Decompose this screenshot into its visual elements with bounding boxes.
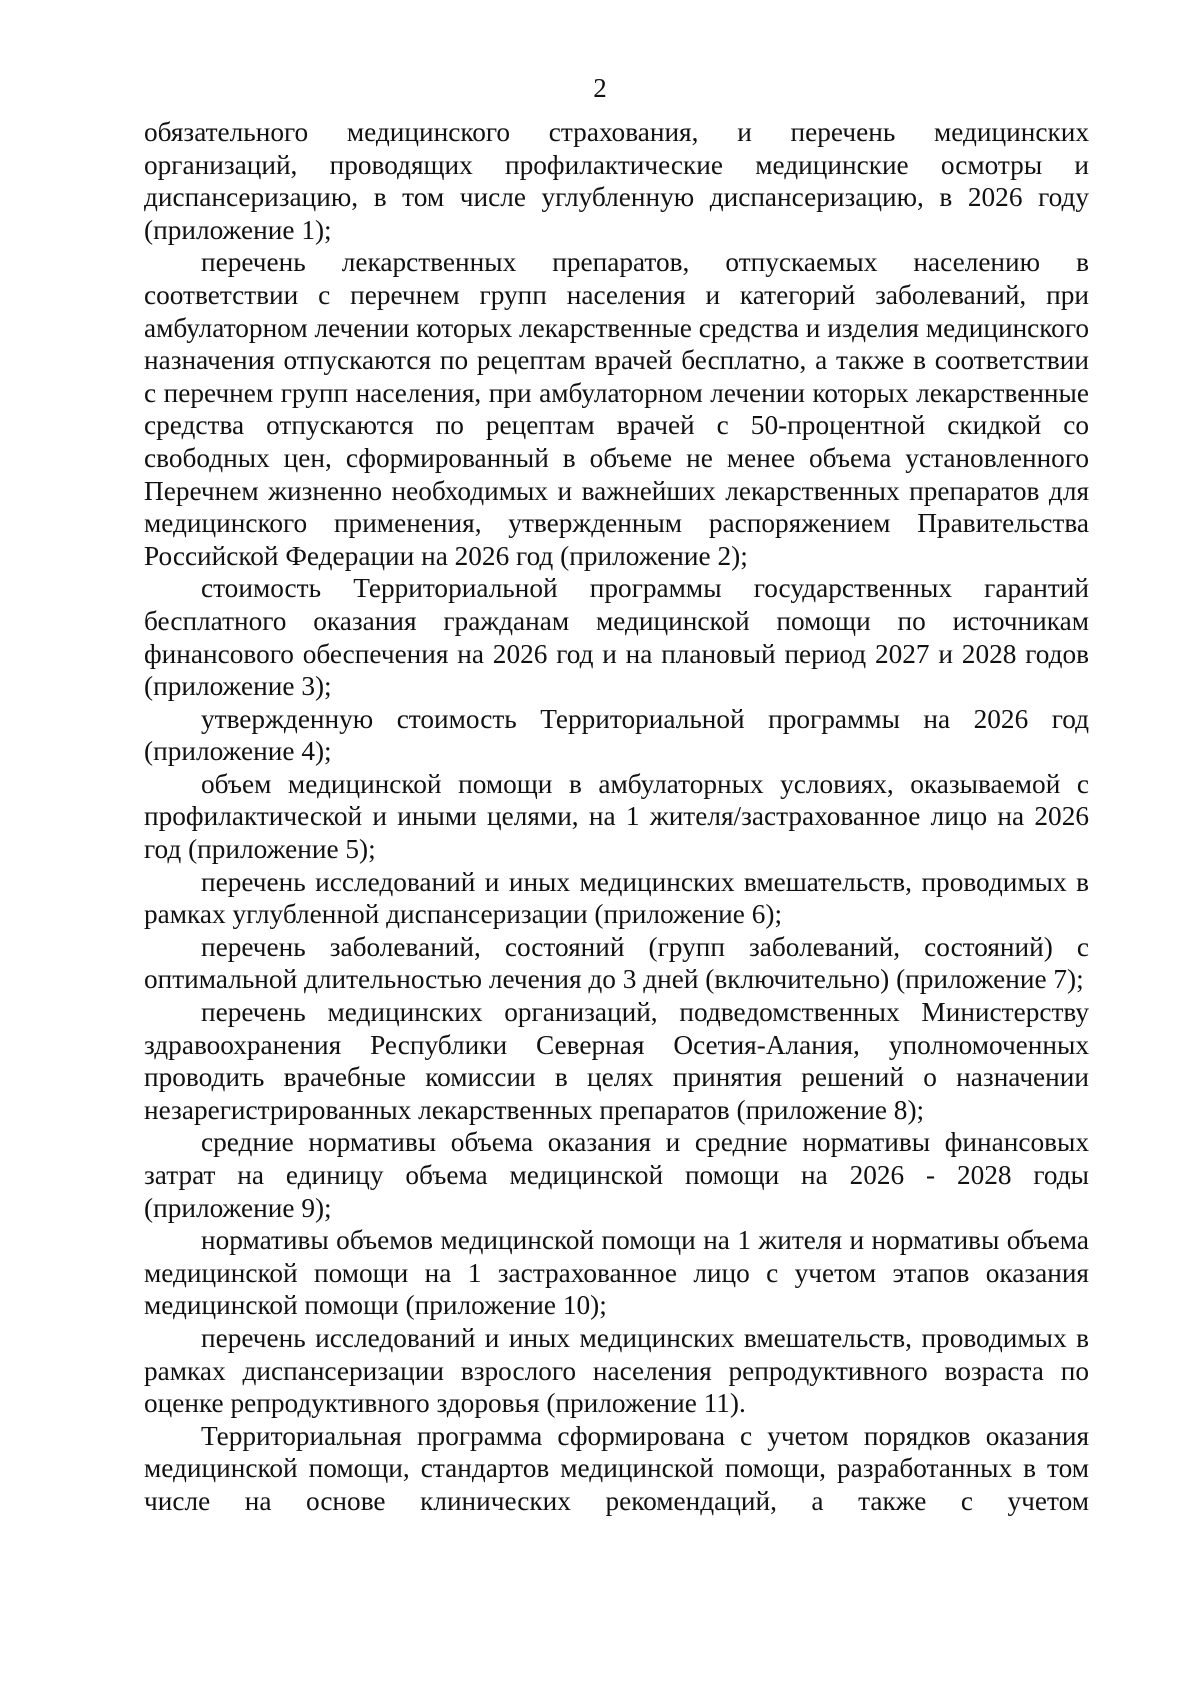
paragraph-appendix-7: перечень заболеваний, состояний (групп заболеваний, состояний) с оптимальной длительностью лечения до 3 дней (включительно) (приложение 7); (144, 931, 1089, 995)
page-number: 2 (593, 73, 607, 103)
paragraph-appendix-1: обязательного медицинского страхования, и перечень медицинских организаций, проводящих профилактические медицинские осмотры и диспансеризацию, в том числе углубленную диспансеризацию, в 2026 году (приложение 1); (144, 117, 1089, 245)
paragraph-appendix-8: перечень медицинских организаций, подведомственных Министерству здравоохранения Республики Северная Осетия-Алания, уполномоченных проводить врачебные комиссии в целях принятия решений о назначении незарегистрированных лекарственных препаратов (приложение 8); (144, 997, 1089, 1125)
paragraph-appendix-3: стоимость Территориальной программы государственных гарантий бесплатного оказания гражданам медицинской помощи по источникам финансового обеспечения на 2026 год и на плановый период 2027 и 2028 годов (приложение 3); (144, 573, 1089, 702)
paragraph-appendix-6: перечень исследований и иных медицинских вмешательств, проводимых в рамках углубленной диспансеризации (приложение 6); (144, 866, 1089, 930)
paragraph-appendix-10: нормативы объемов медицинской помощи на 1 жителя и нормативы объема медицинской помощи на 1 застрахованное лицо с учетом этапов оказания медицинской помощи (приложение 10); (144, 1225, 1089, 1321)
paragraph-appendix-5: объем медицинской помощи в амбулаторных условиях, оказываемой с профилактической и иными целями, на 1 жителя/застрахованное лицо на 2026 год (приложение 5); (144, 768, 1089, 865)
paragraph-appendix-2: перечень лекарственных препаратов, отпускаемых населению в соответствии с перечнем групп населения и категорий заболеваний, при амбулаторном лечении которых лекарственные средства и изделия медицинского назначения отпускаются по рецептам врачей бесплатно, а также в соответствии с перечнем групп населения, при амбулаторном лечении которых лекарственные средства отпускаются по рецептам врачей с 50-процентной скидкой со свободных цен, сформированный в объеме не менее объема установленного Перечнем жизненно необходимых и важнейших лекарственных препаратов для медицинского применения, утвержденным распоряжением Правительства Российской Федерации на 2026 год (приложение 2); (144, 247, 1089, 571)
paragraph-appendix-11: перечень исследований и иных медицинских вмешательств, проводимых в рамках диспансеризации взрослого населения репродуктивного возраста по оценке репродуктивного здоровья (приложение 11). (144, 1322, 1089, 1419)
paragraph-appendix-9: средние нормативы объема оказания и средние нормативы финансовых затрат на единицу объема медицинской помощи на 2026 - 2028 годы (приложение 9); (144, 1127, 1089, 1223)
paragraph-program-formation: Территориальная программа сформирована с учетом порядков оказания медицинской помощи, стандартов медицинской помощи, разработанных в том числе на основе клинических рекомендаций, а также с учетом (144, 1420, 1089, 1516)
body-text (144, 116, 1089, 1518)
paragraph-appendix-4: утвержденную стоимость Территориальной программы на 2026 год (приложение 4); (144, 703, 1089, 767)
